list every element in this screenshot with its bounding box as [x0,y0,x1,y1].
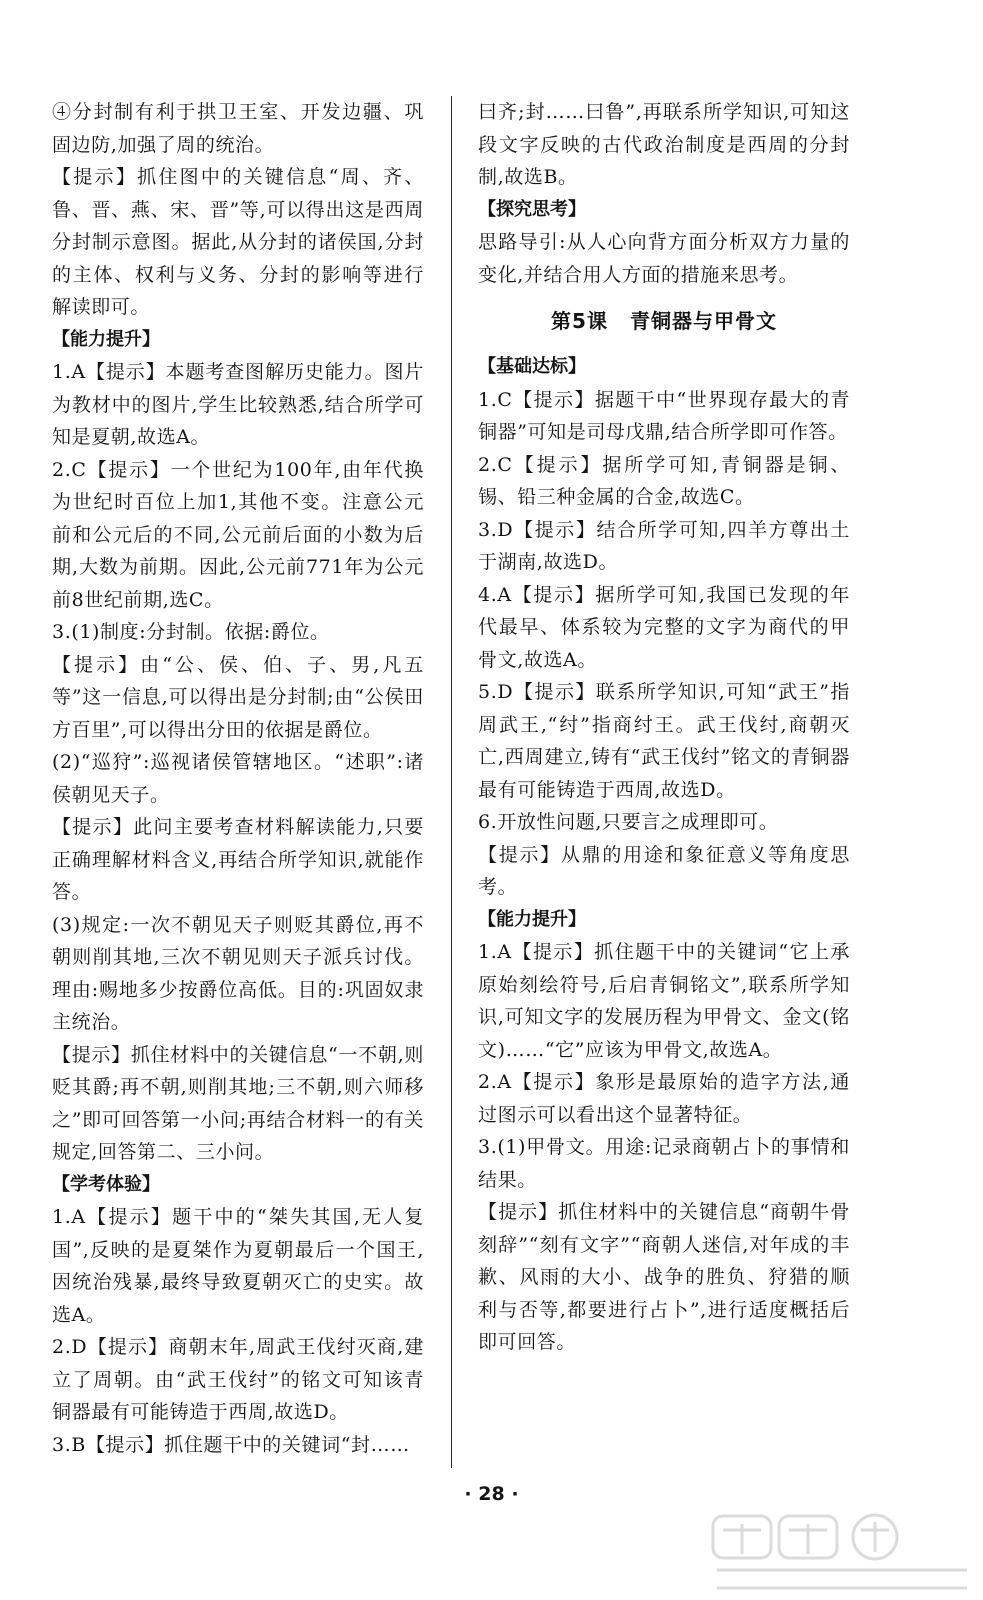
answer-paragraph: 2.A【提示】象形是最原始的造字方法,通过图示可以看出这个显著特征。 [478,1071,850,1126]
answer-paragraph: 【提示】抓住材料中的关键信息“商朝牛骨刻辞”“刻有文字”“商朝人迷信,对年成的丰歉、风雨的大小、战争的胜负、狩猎的顺利与否等,都要进行占卜”,进行适度概括后即可回答。 [478,1201,850,1353]
answer-paragraph: 5.D【提示】联系所学知识,可知“武王”指周武王,“纣”指商纣王。武王伐纣,商朝灭亡,西周建立,铸有“武王伐纣”铭文的青铜器最有可能铸造于西周,故选D。 [478,681,850,801]
answer-paragraph: ④分封制有利于拱卫王室、开发边疆、巩固边防,加强了周的统治。 [52,101,424,156]
lesson-number: 第5课 [551,309,608,333]
answer-paragraph: 2.C【提示】一个世纪为100年,由年代换为世纪时百位上加1,其他不变。注意公元前和公元后的不同,公元前后面的小数为后期,大数为前期。因此,公元前771年为公元前8世纪前期,选C。 [52,458,424,611]
section-header: 【学考体验】 [52,1173,160,1195]
section-header: 【探究思考】 [478,198,586,220]
answer-paragraph: 曰齐;封……曰鲁”,再联系所学知识,可知这段文字反映的古代政治制度是西周的分封制,故选B。 [478,101,850,188]
answer-paragraph: (3)规定:一次不朝见天子则贬其爵位,再不朝则削其地,三次不朝见则天子派兵讨伐。理由:赐地多少按爵位高低。目的:巩固奴隶主统治。 [52,913,424,1033]
section-header: 【能力提升】 [52,328,160,350]
answer-paragraph: 2.D【提示】商朝末年,周武王伐纣灭商,建立了周朝。由“武王伐纣”的铭文可知该青铜器最有可能铸造于西周,故选D。 [52,1336,424,1423]
answer-paragraph: 4.A【提示】据所学可知,我国已发现的年代最早、体系较为完整的文字为商代的甲骨文,故选A。 [478,583,850,671]
answer-paragraph: 【提示】此问主要考查材料解读能力,只要正确理解材料含义,再结合所学知识,就能作答。 [52,816,424,903]
answer-paragraph: 【提示】抓住材料中的关键信息“一不朝,则贬其爵;再不朝,则削其地;三不朝,则六师移之”即可回答第一小问;再结合材料一的有关规定,回答第二、三小问。 [52,1043,424,1163]
answer-paragraph: 1.C【提示】据题干中“世界现存最大的青铜器”可知是司母戊鼎,结合所学即可作答。 [478,388,850,443]
page-number-value: 28 [478,1483,505,1505]
answer-paragraph: 【提示】抓住图中的关键信息“周、齐、鲁、晋、燕、宋、晋”等,可以得出这是西周分封制示意图。据此,从分封的诸侯国,分封的主体、权利与义务、分封的影响等进行解读即可。 [52,166,424,318]
answer-paragraph: 3.B【提示】抓住题干中的关键词“封…… [52,1433,410,1456]
answer-paragraph: 1.A【提示】题干中的“桀失其国,无人复国”,反映的是夏桀作为夏朝最后一个国王,因统治残暴,最终导致夏朝灭亡的史实。故选A。 [52,1206,424,1326]
answer-paragraph: 1.A【提示】本题考查图解历史能力。图片为教材中的图片,学生比较熟悉,结合所学可知是夏朝,故选A。 [52,361,424,448]
watermark-logo-icon [707,1510,975,1594]
page-number: · 28 · [464,1483,519,1505]
answer-paragraph: 思路导引:从人心向背方面分析双方力量的变化,并结合用人方面的措施来思考。 [478,231,850,286]
answer-paragraph: 1.A【提示】抓住题干中的关键词“它上承原始刻绘符号,后启青铜铭文”,联系所学知识,可知文字的发展历程为甲骨文、金文(铭文)……“它”应该为甲骨文,故选A。 [478,941,850,1061]
left-column [52,96,424,1461]
answer-paragraph: 3.D【提示】结合所学可知,四羊方尊出土于湖南,故选D。 [478,518,850,573]
answer-paragraph: 6.开放性问题,只要言之成理即可。 [478,811,779,833]
answer-paragraph: 3.(1)甲骨文。用途:记录商朝占卜的事情和结果。 [478,1136,850,1191]
answer-paragraph: 3.(1)制度:分封制。依据:爵位。 [52,621,330,643]
answer-paragraph: 【提示】由“公、侯、伯、子、男,凡五等”这一信息,可以得出是分封制;由“公侯田方百里”,可以得出分田的依据是爵位。 [52,653,424,741]
section-header: 【能力提升】 [478,908,586,930]
lesson-title [478,301,850,341]
section-header: 【基础达标】 [478,356,586,377]
right-column [478,96,850,1359]
column-divider [451,96,452,1468]
answer-paragraph: 【提示】从鼎的用途和象征意义等角度思考。 [478,843,850,898]
answer-paragraph: (2)“巡狩”:巡视诸侯管辖地区。“述职”:诸侯朝见天子。 [52,751,424,806]
answer-paragraph: 2.C【提示】据所学可知,青铜器是铜、锡、铅三种金属的合金,故选C。 [478,453,850,508]
lesson-name: 青铜器与甲骨文 [629,309,777,333]
